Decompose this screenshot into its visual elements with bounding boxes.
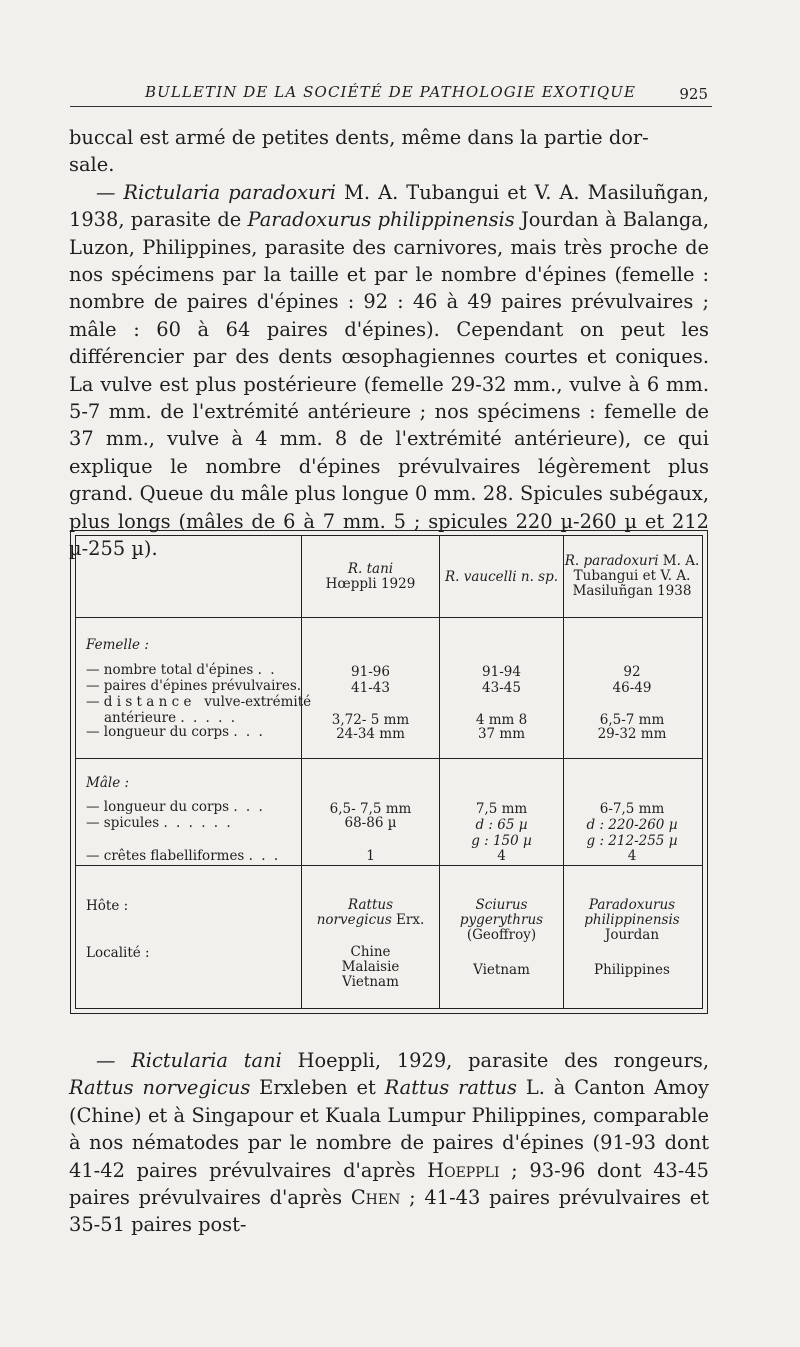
paragraph-rictularia-paradoxuri	[69, 124, 709, 563]
table-cell: 24-34 mm	[336, 726, 405, 742]
table-cell: 6-7,5 mm	[599, 801, 665, 817]
author-hoeppli: Hoeppli	[427, 1158, 500, 1182]
table-row-label: — d i s t a n c e vulve-extrémité	[86, 694, 312, 710]
locality-cell-r-tani: Chine Malaisie Vietnam	[341, 944, 400, 990]
section-heading-male: Mâle :	[86, 775, 130, 791]
continuation-line-end: sale.	[69, 153, 115, 177]
table-cell: g : 150 µ	[471, 833, 532, 849]
comparison-table	[70, 530, 708, 1014]
table-cell: 41-43	[351, 680, 390, 696]
running-title: BULLETIN DE LA SOCIÉTÉ DE PATHOLOGIE EXOTIQUE	[145, 83, 637, 101]
table-cell: 4	[627, 848, 637, 864]
table-cell: d : 65 µ	[475, 817, 528, 833]
authors-text: M. A. Tubangui et V. A. Masiluñgan, 1938, parasite de	[69, 180, 709, 232]
table-cell: 4 mm 8	[475, 712, 528, 728]
locality-cell-r-vaucelli: Vietnam	[473, 962, 530, 978]
page-number: 925	[679, 85, 708, 103]
table-cell: 68-86 µ	[344, 815, 397, 831]
page-header	[70, 80, 712, 107]
table-row-label: — longueur du corps . . .	[86, 799, 265, 815]
table-cell: 46-49	[612, 680, 652, 696]
table-cell: 91-94	[482, 664, 521, 680]
table-cell: 37 mm	[477, 726, 526, 742]
locality-label: Localité :	[86, 945, 150, 961]
table-cell: 7,5 mm	[475, 801, 528, 817]
table-cell: 91-96	[351, 664, 390, 680]
row-divider	[76, 617, 702, 618]
table-cell: d : 220-260 µ	[586, 817, 678, 833]
paragraph-rictularia-tani	[69, 1047, 709, 1239]
row-divider	[76, 865, 702, 866]
host-cell-r-vaucelli: Sciurus pygerythrus (Geoffroy)	[459, 897, 544, 943]
table-inner-frame	[75, 535, 703, 1009]
table-cell: 3,72- 5 mm	[331, 712, 410, 728]
table-cell: g : 212-255 µ	[586, 833, 678, 849]
table-cell: 92	[623, 664, 641, 680]
column-header-r-tani: R. tani Hœppli 1929	[325, 561, 416, 592]
table-cell: 6,5-7 mm	[599, 712, 665, 728]
table-row-label: antérieure . . . . .	[104, 710, 237, 726]
table-row-label: — nombre total d'épines . .	[86, 662, 277, 678]
species-description	[69, 179, 709, 563]
continuation-line: buccal est armé de petites dents, même dans la partie dor-	[69, 126, 649, 149]
species-description: — Rictularia tani Hoeppli, 1929, parasite des rongeurs, Rattus norvegicus Erxleben et Rattus rattus L. à Canton Amoy (Chine) et à Singapour et Kuala Lumpur Philippines, comparable à nos nématodes par le nombre de paires d'épines (91-93 dont 41-42 paires prévulvaires d'après Hoeppli ; 93-96 dont 43-45 paires prévulvaires d'après Chen ; 41-43 paires prévulvaires et 35-51 paires post-	[69, 1049, 709, 1237]
host-species-name: Paradoxurus philippinensis	[247, 208, 515, 232]
species-name: — Rictularia paradoxuri	[96, 180, 336, 204]
description-text: Jourdan à Balanga, Luzon, Philippines, parasite des carnivores, mais très proche de nos spécimens par la taille et par le nombre d'épines (femelle : nombre de paires d'épines : 92 : 46 à 49 paires prévulvaires ; mâle : 60 à 64 paires d'épines). Cependant on peut les différencier par des dents œsophagiennes courtes et coniques. La vulve est plus postérieure (femelle 29-32 mm., vulve à 6 mm. 5-7 mm. de l'extrémité antérieure ; nos spécimens : femelle de 37 mm., vulve à 4 mm. 8 de l'extrémité antérieure), ce qui explique le nombre d'épines prévulvaires légèrement plus grand. Queue du mâle plus longue 0 mm. 28. Spicules subégaux, plus longs (mâles de 6 à 7 mm. 5 ; spicules 220 µ-260 µ et 212 µ-255 µ).	[69, 208, 709, 561]
table-cell: 4	[497, 848, 506, 864]
host-cell-r-paradoxuri: Paradoxurus philippinensis Jourdan	[584, 897, 680, 943]
table-row-label: — longueur du corps . . .	[86, 724, 265, 740]
column-divider	[301, 536, 302, 1008]
section-heading-femelle: Femelle :	[86, 637, 149, 653]
table-cell: 1	[366, 848, 375, 864]
table-cell: 6,5- 7,5 mm	[329, 801, 412, 817]
row-divider	[76, 758, 702, 759]
species-name: — Rictularia tani	[96, 1049, 282, 1072]
table-cell: 29-32 mm	[597, 726, 667, 742]
table-row-label: — spicules . . . . . .	[86, 815, 233, 831]
host-cell-r-tani: Rattus norvegicus Erx.	[316, 897, 425, 928]
table-cell: 43-45	[482, 680, 521, 696]
host-label: Hôte :	[86, 898, 129, 914]
column-header-r-vaucelli: R. vaucelli n. sp.	[444, 569, 559, 585]
table-row-label: — crêtes flabelliformes . . .	[86, 848, 281, 864]
column-header-r-paradoxuri: R. paradoxuri M. A. Tubangui et V. A. Masiluñgan 1938	[564, 553, 700, 599]
table-row-label: — paires d'épines prévulvaires.	[86, 678, 302, 694]
locality-cell-r-paradoxuri: Philippines	[594, 962, 670, 978]
author-chen: Chen	[350, 1186, 401, 1210]
